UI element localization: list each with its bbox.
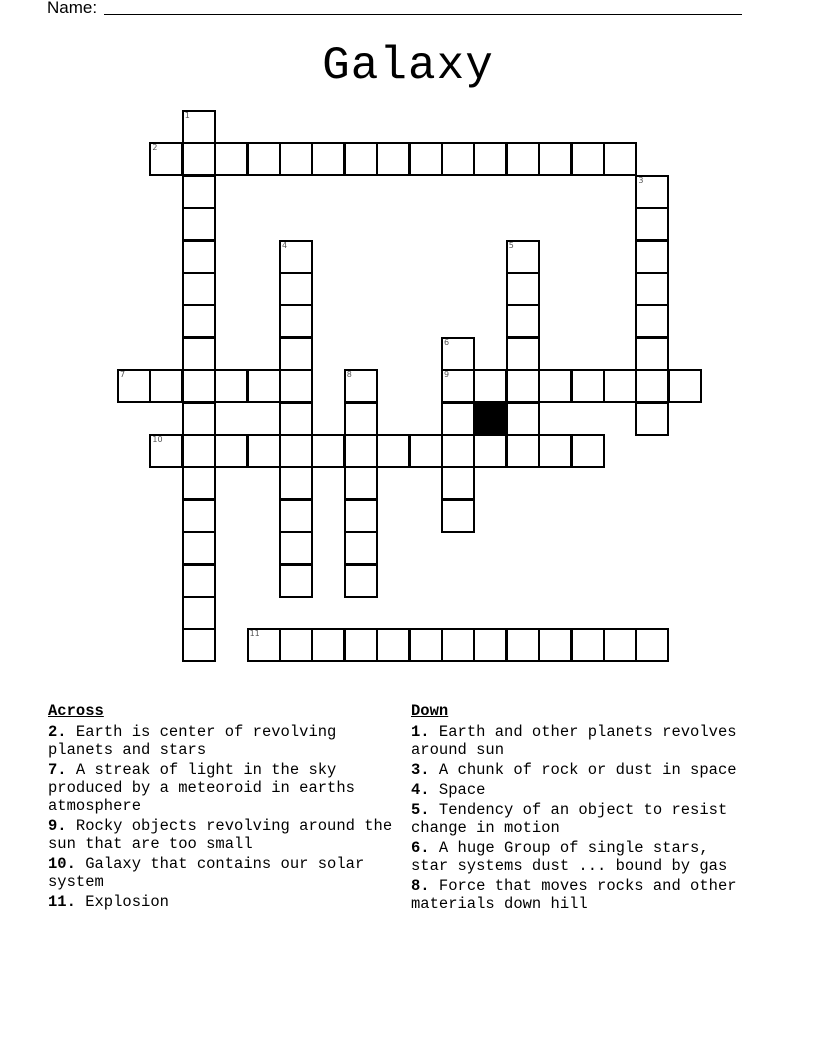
name-label: Name: — [47, 0, 98, 17]
answer-cell[interactable] — [376, 628, 410, 662]
answer-cell[interactable] — [376, 142, 410, 176]
clue-item-number: 2. — [48, 723, 67, 741]
answer-cell[interactable] — [182, 596, 216, 630]
answer-cell[interactable] — [214, 434, 248, 468]
answer-cell[interactable] — [214, 142, 248, 176]
clue-item-number: 5. — [411, 801, 430, 819]
clue-item-text: Earth is center of revolving planets and stars — [48, 723, 337, 759]
answer-cell[interactable] — [409, 142, 443, 176]
clue-item — [411, 839, 751, 875]
clue-item-text: Galaxy that contains our solar system — [48, 855, 365, 891]
answer-cell[interactable] — [506, 142, 540, 176]
clue-item-text: Force that moves rocks and other materials down hill — [411, 877, 737, 913]
answer-cell[interactable] — [538, 369, 572, 403]
answer-cell[interactable] — [279, 466, 313, 500]
answer-cell[interactable] — [311, 628, 345, 662]
answer-cell[interactable] — [473, 369, 507, 403]
answer-cell[interactable] — [344, 402, 378, 436]
clue-number: 3 — [638, 175, 644, 185]
answer-cell[interactable] — [506, 434, 540, 468]
answer-cell[interactable] — [473, 628, 507, 662]
clue-item — [48, 817, 398, 853]
clue-item-text: A huge Group of single stars, star systems dust ... bound by gas — [411, 839, 728, 875]
clue-item — [411, 761, 751, 779]
answer-cell[interactable] — [441, 434, 475, 468]
answer-cell[interactable] — [635, 304, 669, 338]
answer-cell[interactable] — [635, 402, 669, 436]
clue-item-number: 9. — [48, 817, 67, 835]
answer-cell[interactable] — [182, 499, 216, 533]
clue-item-number: 7. — [48, 761, 67, 779]
clue-item-text: Tendency of an object to resist change in motion — [411, 801, 728, 837]
answer-cell[interactable] — [214, 369, 248, 403]
clue-number: 11 — [249, 629, 260, 639]
answer-cell[interactable] — [311, 434, 345, 468]
answer-cell[interactable] — [182, 628, 216, 662]
answer-cell[interactable] — [279, 337, 313, 371]
answer-cell[interactable] — [182, 207, 216, 241]
answer-cell[interactable] — [506, 402, 540, 436]
answer-cell[interactable] — [279, 434, 313, 468]
answer-cell[interactable] — [441, 142, 475, 176]
answer-cell[interactable] — [506, 272, 540, 306]
clue-item — [48, 761, 398, 815]
clue-number: 4 — [282, 240, 288, 250]
answer-cell[interactable] — [344, 531, 378, 565]
answer-cell[interactable] — [409, 434, 443, 468]
clue-item — [411, 877, 751, 913]
answer-cell[interactable] — [344, 628, 378, 662]
answer-cell[interactable] — [182, 304, 216, 338]
answer-cell[interactable] — [473, 434, 507, 468]
clue-item-number: 4. — [411, 781, 430, 799]
answer-cell[interactable] — [344, 369, 378, 403]
answer-cell[interactable] — [182, 175, 216, 209]
answer-cell[interactable] — [279, 240, 313, 274]
down-heading: Down — [411, 702, 449, 720]
clue-number: 6 — [444, 337, 450, 347]
clue-item-text: Earth and other planets revolves around sun — [411, 723, 737, 759]
answer-cell[interactable] — [571, 369, 605, 403]
answer-cell[interactable] — [538, 142, 572, 176]
answer-cell[interactable] — [149, 142, 183, 176]
answer-cell[interactable] — [635, 240, 669, 274]
clue-number: 1 — [184, 111, 190, 120]
answer-cell[interactable] — [635, 337, 669, 371]
answer-cell[interactable] — [344, 499, 378, 533]
answer-cell[interactable] — [506, 337, 540, 371]
answer-cell[interactable] — [247, 628, 281, 662]
clue-number: 9 — [444, 370, 450, 380]
answer-cell[interactable] — [182, 434, 216, 468]
answer-cell[interactable] — [279, 142, 313, 176]
answer-cell[interactable] — [182, 240, 216, 274]
clue-item-number: 11. — [48, 893, 76, 911]
answer-cell[interactable] — [117, 369, 151, 403]
answer-cell[interactable] — [441, 628, 475, 662]
answer-cell[interactable] — [279, 304, 313, 338]
clue-number: 10 — [152, 435, 163, 444]
answer-cell[interactable] — [182, 402, 216, 436]
answer-cell[interactable] — [279, 272, 313, 306]
answer-cell[interactable] — [376, 434, 410, 468]
answer-cell[interactable] — [571, 434, 605, 468]
clue-item — [411, 781, 751, 799]
answer-cell[interactable] — [182, 272, 216, 306]
answer-cell[interactable] — [603, 369, 637, 403]
answer-cell[interactable] — [635, 369, 669, 403]
answer-cell[interactable] — [441, 337, 475, 371]
clue-item-number: 1. — [411, 723, 430, 741]
answer-cell[interactable] — [506, 304, 540, 338]
answer-cell[interactable] — [182, 564, 216, 598]
answer-cell[interactable] — [182, 369, 216, 403]
answer-cell[interactable] — [441, 466, 475, 500]
answer-cell[interactable] — [635, 175, 669, 209]
answer-cell[interactable] — [311, 142, 345, 176]
clue-item-number: 10. — [48, 855, 76, 873]
clue-item-text: Explosion — [75, 893, 169, 911]
answer-cell[interactable] — [182, 337, 216, 371]
answer-cell[interactable] — [635, 207, 669, 241]
clue-number: 7 — [120, 370, 126, 380]
answer-cell[interactable] — [279, 499, 313, 533]
answer-cell[interactable] — [279, 628, 313, 662]
clue-item — [48, 893, 398, 911]
answer-cell[interactable] — [538, 628, 572, 662]
clue-item-text: A chunk of rock or dust in space — [429, 761, 737, 779]
answer-cell[interactable] — [344, 466, 378, 500]
clue-item — [48, 723, 398, 759]
clue-item — [411, 801, 751, 837]
answer-cell[interactable] — [635, 628, 669, 662]
clue-item-text: A streak of light in the sky produced by a meteoroid in earths atmosphere — [48, 761, 355, 815]
answer-cell[interactable] — [473, 142, 507, 176]
answer-cell[interactable] — [279, 402, 313, 436]
answer-cell[interactable] — [182, 466, 216, 500]
clue-item — [48, 855, 398, 891]
answer-cell[interactable] — [441, 369, 475, 403]
clue-item-number: 3. — [411, 761, 430, 779]
answer-cell[interactable] — [538, 434, 572, 468]
across-clue-list — [48, 723, 398, 911]
answer-cell[interactable] — [441, 402, 475, 436]
answer-cell[interactable] — [506, 628, 540, 662]
answer-cell[interactable] — [571, 142, 605, 176]
answer-cell[interactable] — [344, 142, 378, 176]
clue-item-text: Space — [429, 781, 486, 799]
across-heading: Across — [48, 702, 104, 720]
clue-number: 8 — [346, 370, 352, 380]
answer-cell[interactable] — [506, 369, 540, 403]
answer-cell[interactable] — [182, 142, 216, 176]
answer-cell[interactable] — [182, 110, 216, 144]
clue-item-number: 6. — [411, 839, 430, 857]
answer-cell[interactable] — [247, 369, 281, 403]
answer-cell[interactable] — [409, 628, 443, 662]
answer-cell[interactable] — [603, 628, 637, 662]
clue-item-number: 8. — [411, 877, 430, 895]
clue-item-text: Rocky objects revolving around the sun that are too small — [48, 817, 393, 853]
answer-cell[interactable] — [506, 240, 540, 274]
answer-cell[interactable] — [149, 434, 183, 468]
down-clue-list — [411, 723, 751, 913]
answer-cell[interactable] — [279, 564, 313, 598]
clue-number: 5 — [508, 240, 514, 250]
answer-cell[interactable] — [571, 628, 605, 662]
answer-cell[interactable] — [344, 564, 378, 598]
answer-cell[interactable] — [603, 142, 637, 176]
puzzle-title: Galaxy — [322, 40, 494, 92]
clue-item — [411, 723, 751, 759]
answer-cell[interactable] — [149, 369, 183, 403]
black-square — [473, 402, 507, 436]
answer-cell[interactable] — [635, 272, 669, 306]
answer-cell[interactable] — [441, 499, 475, 533]
answer-cell[interactable] — [247, 142, 281, 176]
answer-cell[interactable] — [279, 369, 313, 403]
answer-cell[interactable] — [182, 531, 216, 565]
answer-cell[interactable] — [344, 434, 378, 468]
answer-cell[interactable] — [247, 434, 281, 468]
clue-number: 2 — [152, 143, 158, 153]
answer-cell[interactable] — [279, 531, 313, 565]
down-clues — [411, 702, 751, 915]
across-clues — [48, 702, 398, 913]
answer-cell[interactable] — [668, 369, 702, 403]
